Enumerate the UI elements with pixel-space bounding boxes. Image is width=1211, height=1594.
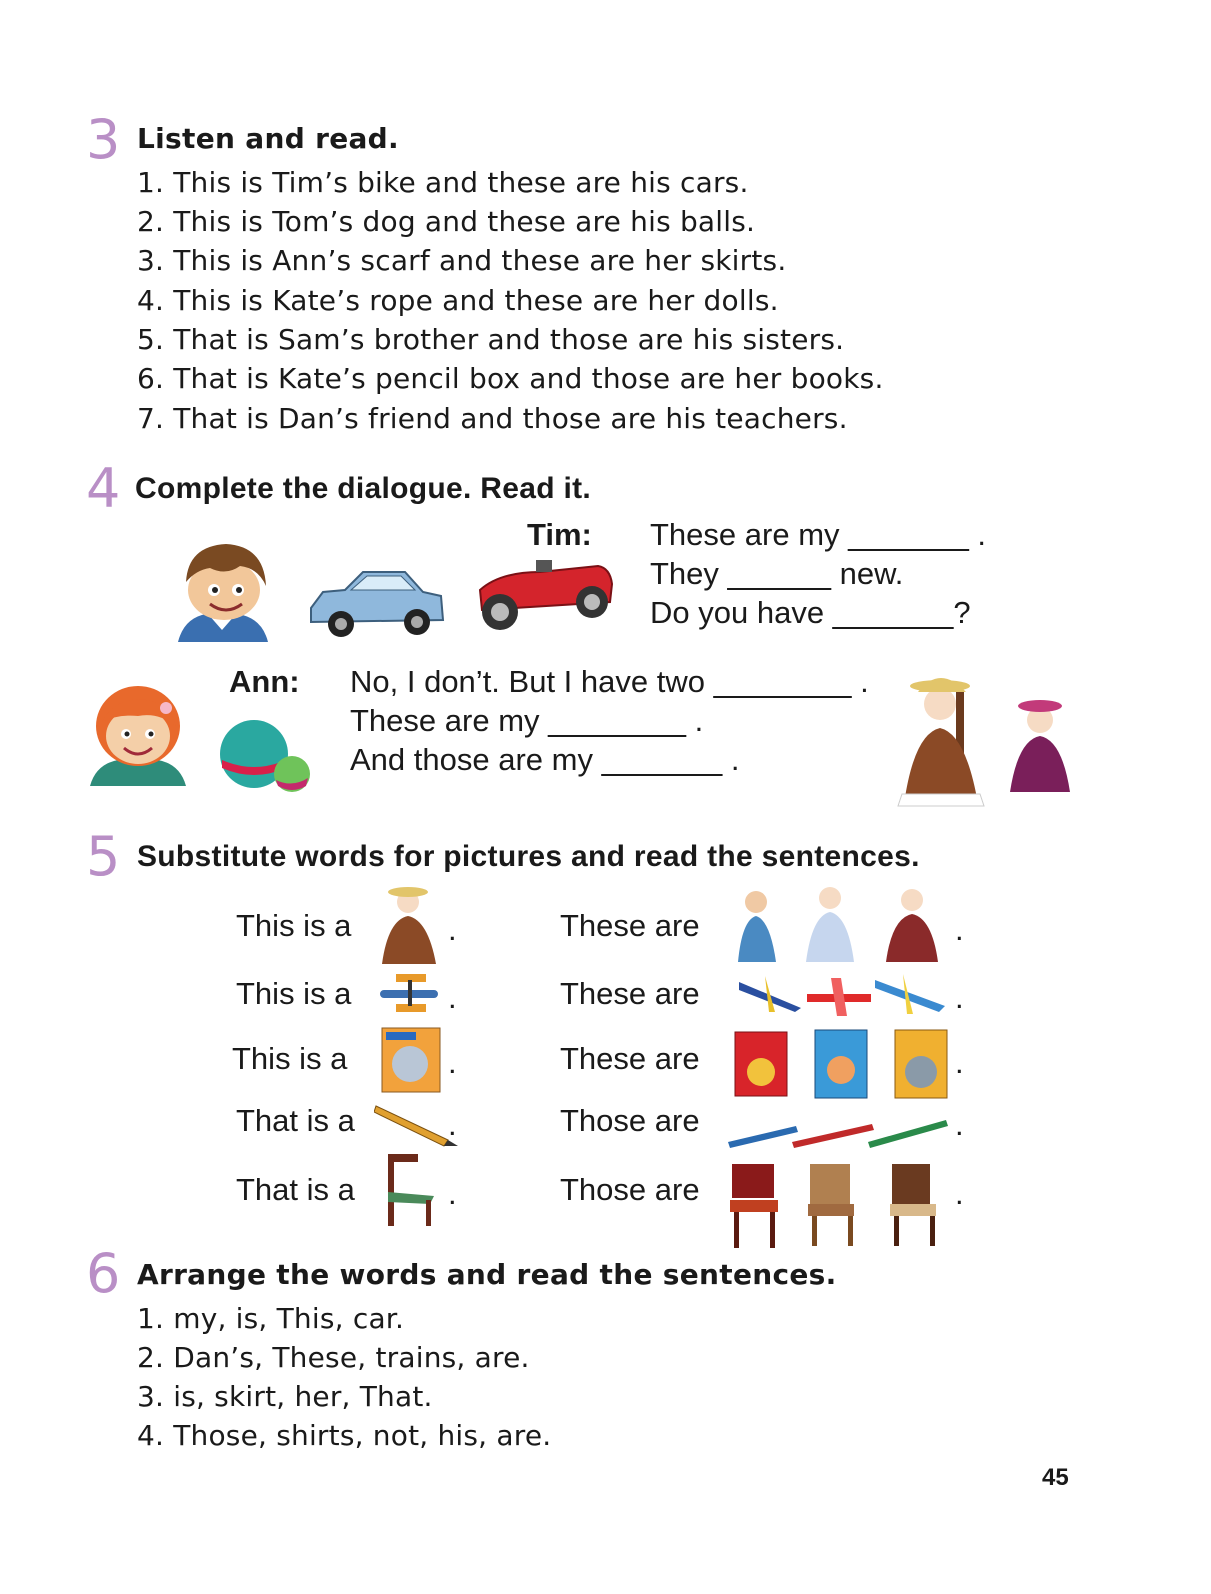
tim-line-2: They ______ new. bbox=[650, 556, 904, 591]
ex6-line-3: 3. is, skirt, her, That. bbox=[137, 1380, 433, 1413]
exercise-5-title: Substitute words for pictures and read the sentences. bbox=[137, 840, 920, 873]
ex6-line-2: 2. Dan’s, These, trains, are. bbox=[137, 1341, 530, 1374]
book-icon bbox=[380, 1026, 442, 1094]
ex5-row2-right: These are bbox=[560, 976, 700, 1011]
speaker-tim: Tim: bbox=[527, 517, 592, 552]
pencils-icon bbox=[726, 1110, 952, 1150]
exercise-5-number: 5 bbox=[86, 825, 121, 888]
ex3-line-6: 6. That is Kate’s pencil box and those are her books. bbox=[137, 362, 884, 395]
ex5-row1-right-dot: . bbox=[955, 912, 964, 947]
tim-line-1: These are my _______ . bbox=[650, 517, 987, 552]
exercise-4-number: 4 bbox=[86, 457, 121, 520]
ex5-row1-left: This is a bbox=[236, 908, 352, 943]
ex3-line-7: 7. That is Dan’s friend and those are his teachers. bbox=[137, 402, 848, 435]
ex5-row4-left-dot: . bbox=[448, 1107, 457, 1142]
ex3-line-3: 3. This is Ann’s scarf and these are her skirts. bbox=[137, 244, 787, 277]
exercise-6-number: 6 bbox=[86, 1242, 121, 1305]
girl-ann-icon bbox=[86, 682, 190, 786]
doll-on-chair-icon bbox=[884, 664, 996, 808]
ann-line-1: No, I don’t. But I have two ________ . bbox=[350, 664, 869, 699]
ex5-row1-left-dot: . bbox=[448, 912, 457, 947]
boy-tim-icon bbox=[170, 538, 274, 642]
ex5-row2-left: This is a bbox=[236, 976, 352, 1011]
exercise-3-number: 3 bbox=[86, 108, 121, 171]
ex3-line-4: 4. This is Kate’s rope and these are her dolls. bbox=[137, 284, 779, 317]
doll-icon bbox=[372, 880, 442, 966]
ann-line-2: These are my ________ . bbox=[350, 703, 704, 738]
ex5-row1-right: These are bbox=[560, 908, 700, 943]
tim-line-3: Do you have _______? bbox=[650, 595, 971, 630]
ex5-row3-left: This is a bbox=[232, 1041, 348, 1076]
ann-line-3: And those are my _______ . bbox=[350, 742, 740, 777]
dolls-icon bbox=[730, 878, 950, 964]
ex6-line-1: 1. my, is, This, car. bbox=[137, 1302, 405, 1335]
ex3-line-1: 1. This is Tim’s bike and these are his cars. bbox=[137, 166, 749, 199]
ex5-row5-left: That is a bbox=[236, 1172, 355, 1207]
red-car-icon bbox=[470, 550, 618, 638]
ex5-row2-left-dot: . bbox=[448, 980, 457, 1015]
ex3-line-5: 5. That is Sam’s brother and those are his sisters. bbox=[137, 323, 845, 356]
ex5-row3-right-dot: . bbox=[955, 1045, 964, 1080]
plane-icon bbox=[376, 970, 442, 1016]
blue-car-icon bbox=[305, 562, 447, 642]
exercise-3-title: Listen and read. bbox=[137, 122, 399, 155]
planes-icon bbox=[735, 972, 950, 1018]
ex6-line-4: 4. Those, shirts, not, his, are. bbox=[137, 1419, 552, 1452]
ex5-row3-right: These are bbox=[560, 1041, 700, 1076]
ex5-row4-right-dot: . bbox=[955, 1107, 964, 1142]
ex5-row3-left-dot: . bbox=[448, 1045, 457, 1080]
ex5-row4-left: That is a bbox=[236, 1103, 355, 1138]
exercise-6-title: Arrange the words and read the sentences. bbox=[137, 1258, 837, 1291]
page-number: 45 bbox=[1042, 1464, 1069, 1491]
chairs-icon bbox=[726, 1160, 946, 1250]
ex5-row2-right-dot: . bbox=[955, 980, 964, 1015]
chair-icon bbox=[382, 1152, 438, 1228]
balls-icon bbox=[214, 716, 314, 794]
ex3-line-2: 2. This is Tom’s dog and these are his balls. bbox=[137, 205, 756, 238]
exercise-4-title: Complete the dialogue. Read it. bbox=[135, 472, 592, 505]
books-icon bbox=[733, 1028, 951, 1100]
small-doll-icon bbox=[998, 690, 1082, 796]
ex5-row5-right-dot: . bbox=[955, 1176, 964, 1211]
ex5-row5-right: Those are bbox=[560, 1172, 700, 1207]
ex5-row4-right: Those are bbox=[560, 1103, 700, 1138]
ex5-row5-left-dot: . bbox=[448, 1176, 457, 1211]
speaker-ann: Ann: bbox=[229, 664, 300, 699]
